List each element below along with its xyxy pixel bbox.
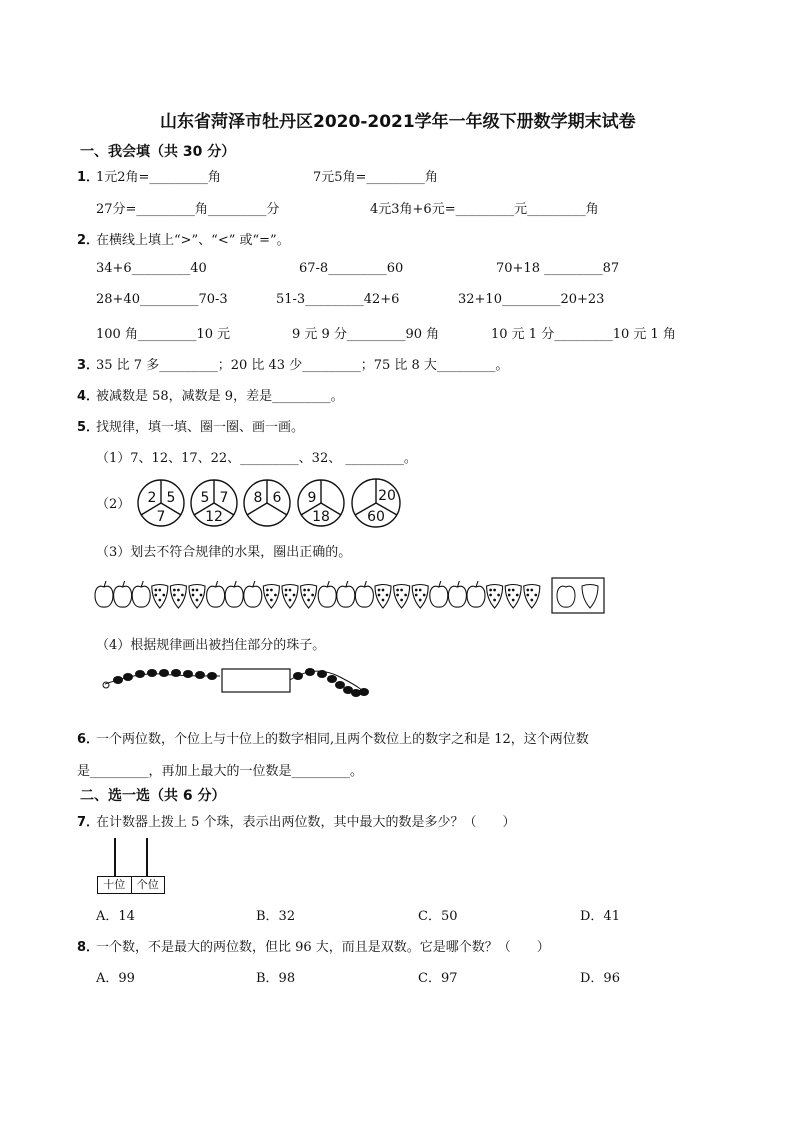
- q6-line2: 是_________，再加上最大的一位数是_________。: [77, 764, 364, 779]
- q2-row2-b: 51-3_________42+6: [276, 292, 400, 307]
- abacus: [97, 838, 165, 896]
- bead-icon: [113, 676, 123, 684]
- strawberry-icon: [375, 585, 391, 609]
- question-number-5: 5．: [77, 420, 100, 435]
- bead-icon: [123, 673, 133, 681]
- strawberry-icon: [170, 585, 186, 609]
- q5-stem: 找规律，填一填、圈一圈、画一画。: [96, 420, 305, 435]
- circle-2-right: 7: [219, 490, 229, 506]
- page-title: 山东省菏泽市牡丹区2020-2021学年一年级下册数学期末试卷: [160, 112, 636, 132]
- apple-icon: [114, 581, 132, 607]
- q7-stem: 在计数器上拨上 5 个珠，表示出两位数，其中最大的数是多少？（ ）: [96, 815, 516, 830]
- bead-icon: [335, 681, 345, 689]
- q2-row2-c: 32+10_________20+23: [458, 292, 605, 307]
- bead-icon: [207, 672, 217, 680]
- bead-string: [100, 662, 370, 702]
- apple-icon: [448, 581, 466, 607]
- strawberry-icon: [505, 585, 521, 609]
- q6-line1: 一个两位数，个位上与十位上的数字相同,且两个数位上的数字之和是 12，这个两位数: [96, 732, 589, 747]
- question-number-8: 8．: [77, 940, 100, 955]
- q7-option-d[interactable]: D．41: [580, 909, 620, 924]
- strawberry-icon: [152, 585, 168, 609]
- circle-5-right: 20: [378, 488, 396, 504]
- q1-item-a: 1元2角=_________角: [96, 170, 221, 185]
- q4-text: 被减数是 58，减数是 9，差是_________。: [96, 389, 344, 404]
- strawberry-icon: [524, 585, 540, 609]
- q5-part4: （4）根据规律画出被挡住部分的珠子。: [96, 638, 326, 653]
- strawberry-icon: [394, 585, 410, 609]
- apple-icon: [337, 581, 355, 607]
- q8-option-a[interactable]: A．99: [96, 971, 135, 986]
- q2-row1-b: 67-8_________60: [299, 261, 404, 276]
- strawberry-icon: [412, 585, 428, 609]
- bead-icon: [305, 668, 315, 676]
- apple-icon: [318, 581, 336, 607]
- bead-icon: [195, 671, 205, 679]
- abacus-ones-label: 个位: [136, 878, 159, 891]
- fruit-sequence: [94, 577, 614, 615]
- apple-icon: [355, 581, 373, 607]
- covered-box: [222, 669, 290, 692]
- q2-row3-a: 100 角_________10 元: [96, 327, 231, 342]
- question-number-1: 1．: [77, 170, 100, 185]
- q5-part1: （1）7、12、17、22、_________、32、 _________。: [96, 451, 417, 466]
- q2-row1-c: 70+18 _________87: [496, 261, 620, 276]
- circle-1-bottom: 7: [156, 509, 166, 525]
- strawberry-icon: [487, 585, 503, 609]
- question-number-4: 4．: [77, 389, 100, 404]
- q2-row2-a: 28+40_________70-3: [96, 292, 228, 307]
- q8-option-b[interactable]: B．98: [256, 971, 296, 986]
- circle-2-bottom: 12: [205, 509, 223, 525]
- q1-item-c: 27分=_________角_________分: [96, 202, 280, 217]
- bead-icon: [183, 670, 193, 678]
- circle-4-left: 9: [307, 490, 317, 506]
- q2-row1-a: 34+6_________40: [96, 261, 207, 276]
- q5-part2-label: （2）: [96, 497, 131, 512]
- apple-icon: [430, 581, 448, 607]
- apple-icon: [467, 581, 485, 607]
- strawberry-icon: [263, 585, 279, 609]
- q3-text: 35 比 7 多_________；20 比 43 少_________；75 比 8 大_________。: [96, 358, 509, 373]
- question-number-3: 3．: [77, 358, 100, 373]
- q2-row3-b: 9 元 9 分_________90 角: [292, 327, 440, 342]
- question-number-7: 7．: [77, 815, 100, 830]
- bead-icon: [171, 669, 181, 677]
- bead-icon: [159, 669, 169, 677]
- q2-stem: 在横线上填上“>”、“<” 或“=”。: [96, 233, 290, 248]
- q7-option-b[interactable]: B．32: [256, 909, 296, 924]
- q8-stem: 一个数，不是最大的两位数，但比 96 大，而且是双数。它是哪个数？（ ）: [96, 940, 550, 955]
- circle-1-left: 2: [147, 490, 157, 506]
- q2-row3-c: 10 元 1 分_________10 元 1 角: [491, 327, 676, 342]
- apple-icon: [207, 581, 225, 607]
- apple-icon: [132, 581, 150, 607]
- question-number-2: 2．: [77, 233, 100, 248]
- circle-2-left: 5: [200, 490, 210, 506]
- strawberry-icon: [582, 585, 598, 609]
- strawberry-icon: [301, 585, 317, 609]
- apple-icon: [244, 581, 262, 607]
- strawberry-icon: [189, 585, 205, 609]
- q7-option-a[interactable]: A．14: [96, 909, 135, 924]
- q1-item-d: 4元3角+6元=_________元_________角: [370, 202, 599, 217]
- bead-icon: [317, 670, 327, 678]
- number-circles: [136, 478, 406, 528]
- circle-5-bottom: 60: [367, 509, 385, 525]
- q8-option-d[interactable]: D．96: [580, 971, 620, 986]
- q5-part3: （3）划去不符合规律的水果，圈出正确的。: [96, 545, 352, 560]
- question-number-6: 6．: [77, 732, 100, 747]
- apple-icon: [557, 586, 575, 607]
- apple-icon: [95, 581, 113, 607]
- strawberry-icon: [282, 585, 298, 609]
- bead-icon: [147, 669, 157, 677]
- bead-icon: [293, 672, 303, 680]
- circle-3-right: 6: [272, 490, 282, 506]
- bead-icon: [359, 688, 369, 696]
- abacus-tens-label: 十位: [98, 877, 132, 893]
- circle-3: [244, 480, 290, 526]
- answer-box: [552, 578, 604, 613]
- section-heading-1: 一、我会填（共 30 分）: [80, 144, 236, 160]
- apple-icon: [225, 581, 243, 607]
- q1-item-b: 7元5角=_________角: [313, 170, 438, 185]
- circle-1-right: 5: [166, 490, 176, 506]
- q7-option-c[interactable]: C．50: [418, 909, 458, 924]
- q8-option-c[interactable]: C．97: [418, 971, 458, 986]
- circle-3-left: 8: [253, 490, 263, 506]
- bead-icon: [327, 675, 337, 683]
- circle-4-bottom: 18: [312, 509, 330, 525]
- bead-icon: [135, 670, 145, 678]
- section-heading-2: 二、选一选（共 6 分）: [80, 788, 226, 804]
